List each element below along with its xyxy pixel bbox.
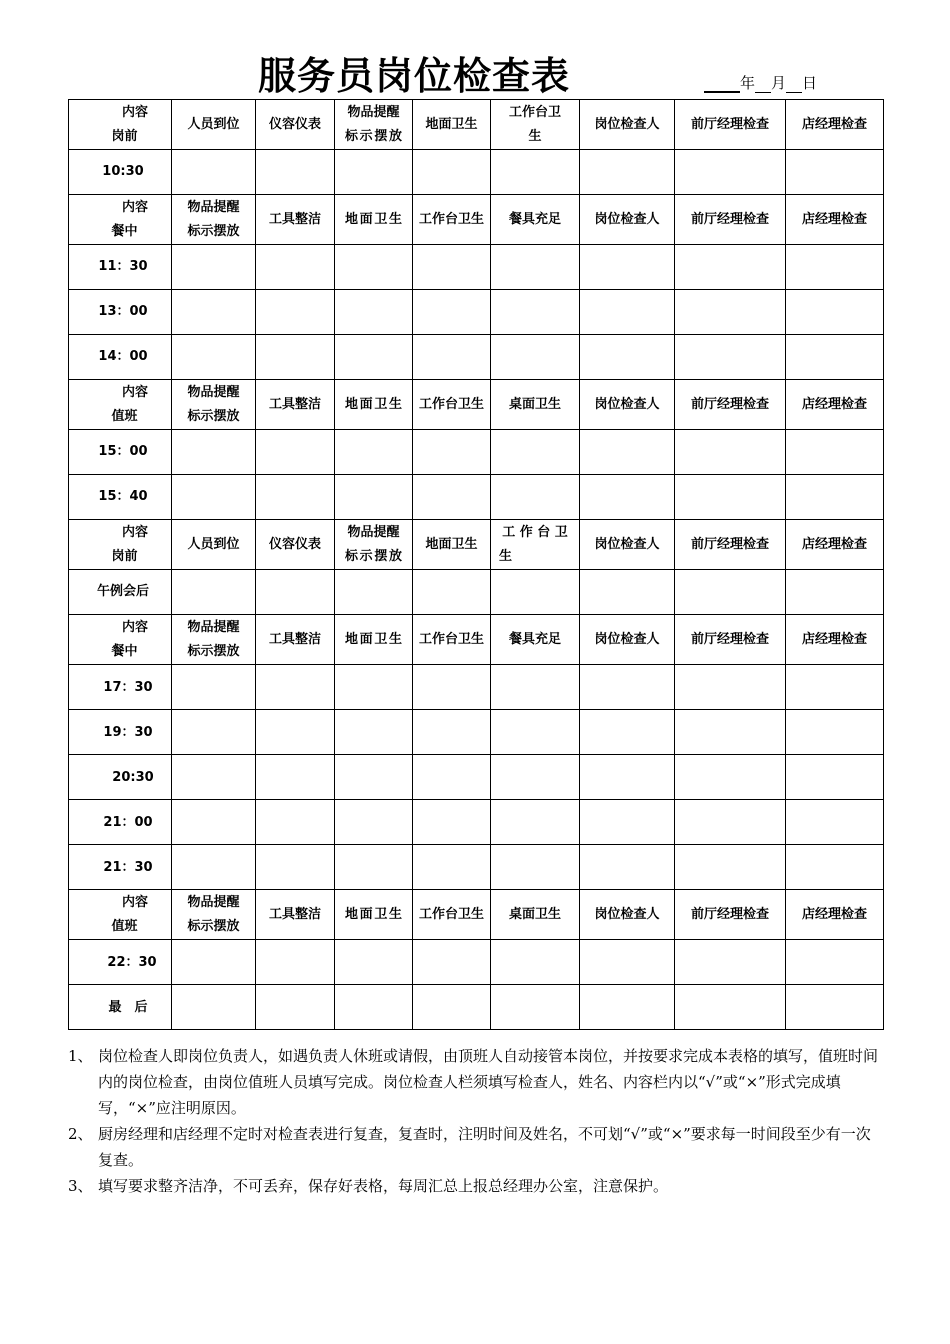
section-label: 餐中 <box>111 643 138 659</box>
check-cell[interactable] <box>256 845 335 890</box>
column-header: 工具整洁 <box>256 615 335 665</box>
row-header-cell <box>69 100 172 150</box>
check-cell[interactable] <box>675 570 786 615</box>
check-cell[interactable] <box>413 430 491 475</box>
check-cell[interactable] <box>491 985 580 1030</box>
check-cell[interactable] <box>413 755 491 800</box>
check-cell[interactable] <box>335 665 413 710</box>
check-cell[interactable] <box>786 940 884 985</box>
table-row <box>69 940 884 985</box>
check-cell[interactable] <box>172 845 256 890</box>
check-cell[interactable] <box>491 570 580 615</box>
section-label: 岗前 <box>111 548 138 564</box>
content-label: 内容 <box>121 524 148 540</box>
check-cell[interactable] <box>675 710 786 755</box>
check-cell[interactable] <box>786 800 884 845</box>
page-title: 服务员岗位检查表 <box>258 54 571 98</box>
column-header: 店经理检查 <box>786 615 884 665</box>
table-row <box>69 430 884 475</box>
check-cell[interactable] <box>413 475 491 520</box>
table-row <box>69 800 884 845</box>
section-header-row <box>69 615 884 665</box>
check-cell[interactable] <box>580 290 675 335</box>
column-header: 店经理检查 <box>786 520 884 570</box>
check-cell[interactable] <box>675 290 786 335</box>
column-header: 店经理检查 <box>786 100 884 150</box>
check-cell[interactable] <box>491 430 580 475</box>
column-header: 物品提醒标示摆放 <box>335 100 413 150</box>
time-slot-cell <box>69 665 172 710</box>
table-row <box>69 755 884 800</box>
year-blank[interactable] <box>704 73 740 93</box>
note-1 <box>68 1043 883 1121</box>
time-slot-label: 10:30 <box>102 164 144 179</box>
check-cell[interactable] <box>580 800 675 845</box>
check-cell[interactable] <box>335 755 413 800</box>
check-cell[interactable] <box>675 755 786 800</box>
check-cell[interactable] <box>675 245 786 290</box>
time-slot-label: 15：00 <box>98 444 148 459</box>
check-cell[interactable] <box>491 245 580 290</box>
check-cell[interactable] <box>335 985 413 1030</box>
note-text: 岗位检查人即岗位负责人，如遇负责人休班或请假，由顶班人自动接管本岗位，并按要求完成本表格的填写，值班时间内的岗位检查，由岗位值班人员填写完成。岗位检查人栏须填写检查人，姓名、内容栏内以“√”或“×”形式完成填写，“×”应注明原因。 <box>98 1047 879 1117</box>
check-cell[interactable] <box>256 245 335 290</box>
column-header: 人员到位 <box>172 520 256 570</box>
column-header: 工作台卫生 <box>413 195 491 245</box>
time-slot-cell <box>69 430 172 475</box>
check-cell[interactable] <box>580 475 675 520</box>
column-header: 地面卫生 <box>335 890 413 940</box>
time-slot-label: 21：00 <box>103 814 153 830</box>
check-cell[interactable] <box>491 940 580 985</box>
column-header: 物品提醒标示摆放 <box>172 890 256 940</box>
check-cell[interactable] <box>491 475 580 520</box>
time-slot-cell <box>69 150 172 195</box>
section-label: 值班 <box>111 918 138 934</box>
column-header: 岗位检查人 <box>580 615 675 665</box>
column-header: 工 作 台 卫 生 <box>491 520 580 570</box>
check-cell[interactable] <box>335 245 413 290</box>
column-header: 工具整洁 <box>256 890 335 940</box>
check-cell[interactable] <box>786 245 884 290</box>
month-label: 月 <box>771 74 787 92</box>
check-cell[interactable] <box>256 940 335 985</box>
check-cell[interactable] <box>172 475 256 520</box>
check-cell[interactable] <box>172 570 256 615</box>
check-cell[interactable] <box>491 800 580 845</box>
check-cell[interactable] <box>491 665 580 710</box>
note-number: 1、 <box>68 1047 93 1065</box>
column-header: 前厅经理检查 <box>675 100 786 150</box>
check-cell[interactable] <box>675 940 786 985</box>
check-cell[interactable] <box>675 985 786 1030</box>
time-slot-cell <box>69 245 172 290</box>
time-slot-cell <box>69 755 172 800</box>
check-cell[interactable] <box>172 430 256 475</box>
check-cell[interactable] <box>786 755 884 800</box>
time-slot-cell <box>69 940 172 985</box>
check-cell[interactable] <box>786 665 884 710</box>
column-header: 工作台卫生 <box>413 380 491 430</box>
column-header: 仪容仪表 <box>256 100 335 150</box>
date-field <box>704 72 817 93</box>
check-cell[interactable] <box>256 755 335 800</box>
column-header: 岗位检查人 <box>580 890 675 940</box>
row-header-cell <box>69 615 172 665</box>
column-header: 岗位检查人 <box>580 380 675 430</box>
check-cell[interactable] <box>786 985 884 1030</box>
time-slot-label: 22：30 <box>107 954 157 970</box>
check-cell[interactable] <box>172 290 256 335</box>
table-row <box>69 245 884 290</box>
check-cell[interactable] <box>413 290 491 335</box>
column-header: 地面卫生 <box>335 380 413 430</box>
table-row <box>69 475 884 520</box>
check-cell[interactable] <box>256 290 335 335</box>
column-header: 前厅经理检查 <box>675 520 786 570</box>
column-header: 工具整洁 <box>256 195 335 245</box>
column-header: 地面卫生 <box>335 615 413 665</box>
check-cell[interactable] <box>786 335 884 380</box>
column-header: 店经理检查 <box>786 890 884 940</box>
time-slot-cell <box>69 845 172 890</box>
column-header: 仪容仪表 <box>256 520 335 570</box>
column-header: 人员到位 <box>172 100 256 150</box>
check-cell[interactable] <box>675 475 786 520</box>
row-header-cell <box>69 195 172 245</box>
column-header: 物品提醒标示摆放 <box>335 520 413 570</box>
check-cell[interactable] <box>335 475 413 520</box>
check-cell[interactable] <box>491 335 580 380</box>
time-slot-label: 19：30 <box>103 724 153 740</box>
time-slot-cell <box>69 800 172 845</box>
column-header: 地面卫生 <box>413 100 491 150</box>
check-cell[interactable] <box>413 150 491 195</box>
check-cell[interactable] <box>335 845 413 890</box>
check-cell[interactable] <box>491 290 580 335</box>
check-cell[interactable] <box>786 290 884 335</box>
section-label: 岗前 <box>111 128 138 144</box>
section-label: 餐中 <box>111 223 138 239</box>
time-slot-cell <box>69 335 172 380</box>
note-number: 3、 <box>68 1177 93 1195</box>
table-row <box>69 845 884 890</box>
time-slot-cell <box>69 290 172 335</box>
check-cell[interactable] <box>172 245 256 290</box>
day-label: 日 <box>802 74 818 92</box>
check-cell[interactable] <box>675 335 786 380</box>
column-header: 桌面卫生 <box>491 890 580 940</box>
time-slot-label: 21：30 <box>103 859 153 875</box>
check-cell[interactable] <box>413 710 491 755</box>
note-text: 厨房经理和店经理不定时对检查表进行复查，复查时，注明时间及姓名，不可划“√”或“×”要求每一时间段至少有一次复查。 <box>98 1125 871 1169</box>
column-header: 前厅经理检查 <box>675 890 786 940</box>
check-cell[interactable] <box>786 570 884 615</box>
row-header-cell <box>69 520 172 570</box>
check-cell[interactable] <box>172 940 256 985</box>
table-row <box>69 335 884 380</box>
column-header: 店经理检查 <box>786 380 884 430</box>
check-cell[interactable] <box>256 335 335 380</box>
time-slot-label: 13：00 <box>98 304 148 319</box>
content-label: 内容 <box>121 104 148 120</box>
check-cell[interactable] <box>335 710 413 755</box>
check-cell[interactable] <box>491 150 580 195</box>
time-slot-label: 午例会后 <box>96 584 149 599</box>
check-cell[interactable] <box>786 150 884 195</box>
row-header-cell <box>69 380 172 430</box>
check-cell[interactable] <box>580 710 675 755</box>
time-slot-cell <box>69 985 172 1030</box>
table-row <box>69 665 884 710</box>
check-cell[interactable] <box>172 710 256 755</box>
check-cell[interactable] <box>580 245 675 290</box>
month-blank[interactable] <box>755 76 771 93</box>
column-header: 餐具充足 <box>491 615 580 665</box>
check-cell[interactable] <box>335 290 413 335</box>
time-slot-label: 20:30 <box>112 769 154 785</box>
time-slot-cell <box>69 475 172 520</box>
time-slot-label: 11：30 <box>98 259 148 274</box>
check-cell[interactable] <box>580 755 675 800</box>
section-header-row <box>69 520 884 570</box>
check-cell[interactable] <box>580 335 675 380</box>
check-cell[interactable] <box>491 755 580 800</box>
check-cell[interactable] <box>256 665 335 710</box>
column-header: 工作台卫生 <box>491 100 580 150</box>
check-cell[interactable] <box>580 985 675 1030</box>
check-cell[interactable] <box>335 940 413 985</box>
section-header-row <box>69 100 884 150</box>
check-cell[interactable] <box>491 710 580 755</box>
section-header-row <box>69 890 884 940</box>
note-text: 填写要求整齐洁净，不可丢弃，保存好表格，每周汇总上报总经理办公室，注意保护。 <box>98 1177 669 1195</box>
content-label: 内容 <box>121 619 148 635</box>
check-cell[interactable] <box>172 985 256 1030</box>
check-cell[interactable] <box>413 845 491 890</box>
column-header: 物品提醒标示摆放 <box>172 615 256 665</box>
check-cell[interactable] <box>786 710 884 755</box>
table-row <box>69 290 884 335</box>
check-cell[interactable] <box>413 800 491 845</box>
column-header: 工作台卫生 <box>413 615 491 665</box>
column-header: 物品提醒标示摆放 <box>172 195 256 245</box>
content-label: 内容 <box>121 894 148 910</box>
check-cell[interactable] <box>172 335 256 380</box>
check-cell[interactable] <box>491 845 580 890</box>
note-number: 2、 <box>68 1125 93 1143</box>
check-cell[interactable] <box>413 335 491 380</box>
table-row <box>69 150 884 195</box>
year-label: 年 <box>740 74 756 92</box>
check-cell[interactable] <box>675 150 786 195</box>
column-header: 前厅经理检查 <box>675 195 786 245</box>
check-cell[interactable] <box>413 245 491 290</box>
check-cell[interactable] <box>335 570 413 615</box>
content-label: 内容 <box>121 384 148 400</box>
check-cell[interactable] <box>256 475 335 520</box>
time-slot-cell <box>69 570 172 615</box>
check-cell[interactable] <box>413 940 491 985</box>
check-cell[interactable] <box>675 845 786 890</box>
check-cell[interactable] <box>172 150 256 195</box>
check-cell[interactable] <box>335 800 413 845</box>
check-cell[interactable] <box>580 150 675 195</box>
day-blank[interactable] <box>786 76 802 93</box>
check-cell[interactable] <box>256 570 335 615</box>
column-header: 桌面卫生 <box>491 380 580 430</box>
column-header: 店经理检查 <box>786 195 884 245</box>
note-2 <box>68 1121 883 1173</box>
column-header: 餐具充足 <box>491 195 580 245</box>
row-header-cell <box>69 890 172 940</box>
time-slot-label: 15：40 <box>98 489 148 504</box>
table-row <box>69 570 884 615</box>
check-cell[interactable] <box>786 475 884 520</box>
check-cell[interactable] <box>786 430 884 475</box>
check-cell[interactable] <box>580 845 675 890</box>
column-header: 物品提醒标示摆放 <box>172 380 256 430</box>
column-header: 岗位检查人 <box>580 195 675 245</box>
check-cell[interactable] <box>172 800 256 845</box>
check-cell[interactable] <box>256 985 335 1030</box>
time-slot-label: 最 后 <box>108 999 148 1015</box>
note-3 <box>68 1173 883 1199</box>
content-label: 内容 <box>121 199 148 215</box>
check-cell[interactable] <box>580 940 675 985</box>
table-row <box>69 985 884 1030</box>
check-cell[interactable] <box>256 150 335 195</box>
time-slot-cell <box>69 710 172 755</box>
column-header: 工作台卫生 <box>413 890 491 940</box>
section-header-row <box>69 380 884 430</box>
check-cell[interactable] <box>413 985 491 1030</box>
column-header: 地面卫生 <box>413 520 491 570</box>
check-cell[interactable] <box>413 570 491 615</box>
column-header: 工具整洁 <box>256 380 335 430</box>
check-cell[interactable] <box>172 665 256 710</box>
column-header: 岗位检查人 <box>580 100 675 150</box>
check-cell[interactable] <box>256 710 335 755</box>
column-header: 地面卫生 <box>335 195 413 245</box>
column-header: 岗位检查人 <box>580 520 675 570</box>
table-row <box>69 710 884 755</box>
check-cell[interactable] <box>675 665 786 710</box>
check-cell[interactable] <box>580 430 675 475</box>
check-cell[interactable] <box>172 755 256 800</box>
check-cell[interactable] <box>675 800 786 845</box>
check-cell[interactable] <box>580 665 675 710</box>
notes <box>68 1043 883 1199</box>
check-cell[interactable] <box>335 150 413 195</box>
check-cell[interactable] <box>256 430 335 475</box>
time-slot-label: 17：30 <box>103 679 153 695</box>
section-label: 值班 <box>111 408 138 424</box>
check-cell[interactable] <box>413 665 491 710</box>
check-cell[interactable] <box>256 800 335 845</box>
inspection-table <box>68 99 884 1030</box>
section-header-row <box>69 195 884 245</box>
column-header: 前厅经理检查 <box>675 615 786 665</box>
check-cell[interactable] <box>335 335 413 380</box>
column-header: 前厅经理检查 <box>675 380 786 430</box>
check-cell[interactable] <box>786 845 884 890</box>
time-slot-label: 14：00 <box>98 349 148 364</box>
check-cell[interactable] <box>335 430 413 475</box>
check-cell[interactable] <box>675 430 786 475</box>
check-cell[interactable] <box>580 570 675 615</box>
